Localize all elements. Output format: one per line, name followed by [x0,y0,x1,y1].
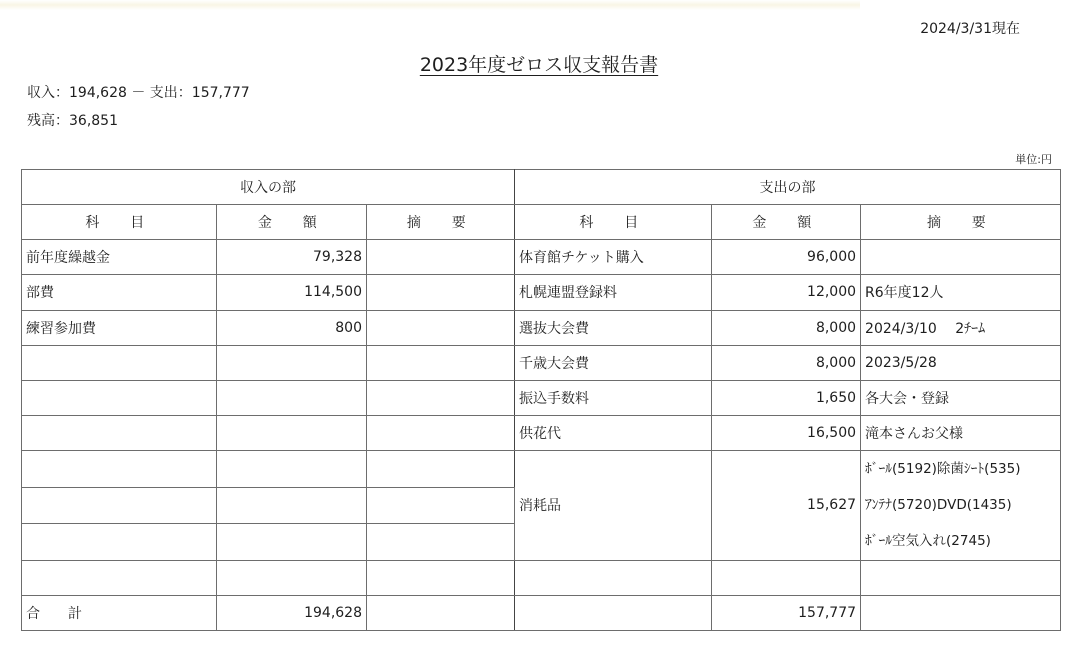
table-row [22,275,1061,310]
income-item: 練習参加費 [22,310,217,345]
section-header-row [22,170,1061,205]
income-note-empty [367,415,515,450]
income-item: 前年度繰越金 [22,240,217,275]
income-note [367,310,515,345]
expense-note: 2024/3/10 2ﾁｰﾑ [861,310,1061,345]
expense-note-multiline [861,451,1061,560]
table-row [22,345,1061,380]
income-amount-header: 金 額 [217,205,367,240]
table-row [22,240,1061,275]
income-amount: 79,328 [217,240,367,275]
income-item-header: 科 目 [22,205,217,240]
expense-note-line: ｱﾝﾃﾅ(5720)DVD(1435) [865,497,1012,514]
expense-total-note-empty [861,595,1061,630]
expense-note-line: ﾎﾞｰﾙ(5192)除菌ｼｰﾄ(535) [865,461,1021,478]
expense-note [861,240,1061,275]
income-amount-empty [217,380,367,415]
income-note-empty [367,451,515,487]
expense-item: 札幌連盟登録料 [515,275,712,310]
expense-note: 2023/5/28 [861,345,1061,380]
column-header-row [22,205,1061,240]
expense-section-header: 支出の部 [515,170,1061,205]
income-item: 部費 [22,275,217,310]
expense-note-empty [861,560,1061,595]
as-of-date: 2024/3/31現在 [920,21,1020,37]
income-amount-empty [217,560,367,595]
expense-item: 供花代 [515,415,712,450]
expense-note-header: 摘 要 [861,205,1061,240]
expense-item: 振込手数料 [515,380,712,415]
table-row [22,380,1061,415]
expense-amount: 1,650 [712,380,861,415]
income-note-empty [367,524,515,561]
report-title: 2023年度ゼロス収支報告書 [419,54,659,76]
unit-label: 単位:円 [1015,153,1052,166]
expense-item: 消耗品 [515,451,712,560]
income-item-empty [22,345,217,380]
expense-amount-header: 金 額 [712,205,861,240]
table-row [22,451,1061,487]
ledger-table [21,169,1061,631]
income-item-empty [22,560,217,595]
expense-total: 157,777 [712,595,861,630]
income-item-empty [22,487,217,523]
expense-amount: 8,000 [712,310,861,345]
expense-item-header: 科 目 [515,205,712,240]
income-section-header: 収入の部 [22,170,515,205]
income-amount: 800 [217,310,367,345]
expense-item: 千歳大会費 [515,345,712,380]
expense-item: 選抜大会費 [515,310,712,345]
expense-note-line: ﾎﾞｰﾙ空気入れ(2745) [865,533,991,550]
expense-amount-empty [712,560,861,595]
income-note-empty [367,560,515,595]
table-row [22,310,1061,345]
expense-note: R6年度12人 [861,275,1061,310]
balance-summary: 残高：36,851 [27,113,118,129]
income-amount: 114,500 [217,275,367,310]
income-note-empty [367,380,515,415]
income-amount-empty [217,451,367,487]
income-item-empty [22,415,217,450]
income-amount-empty [217,415,367,450]
expense-amount: 16,500 [712,415,861,450]
income-note-empty [367,345,515,380]
income-item-empty [22,451,217,487]
income-total: 194,628 [217,595,367,630]
expense-total-label-empty [515,595,712,630]
income-amount-empty [217,524,367,561]
income-note [367,240,515,275]
income-amount-empty [217,487,367,523]
income-amount-empty [217,345,367,380]
expense-amount: 96,000 [712,240,861,275]
expense-amount: 15,627 [712,451,861,560]
income-note-empty [367,487,515,523]
expense-note: 滝本さんお父様 [861,415,1061,450]
totals-row [22,595,1061,630]
income-item-empty [22,524,217,561]
table-row [22,415,1061,450]
expense-item: 体育館チケット購入 [515,240,712,275]
expense-amount: 8,000 [712,345,861,380]
income-total-note-empty [367,595,515,630]
income-item-empty [22,380,217,415]
expense-item-empty [515,560,712,595]
income-note-header: 摘 要 [367,205,515,240]
table-row [22,560,1061,595]
totals-label: 合 計 [22,595,217,630]
expense-amount: 12,000 [712,275,861,310]
scan-shading-band [0,0,860,10]
income-expense-summary: 収入：194,628 － 支出：157,777 [27,85,250,101]
income-note [367,275,515,310]
expense-note: 各大会・登録 [861,380,1061,415]
